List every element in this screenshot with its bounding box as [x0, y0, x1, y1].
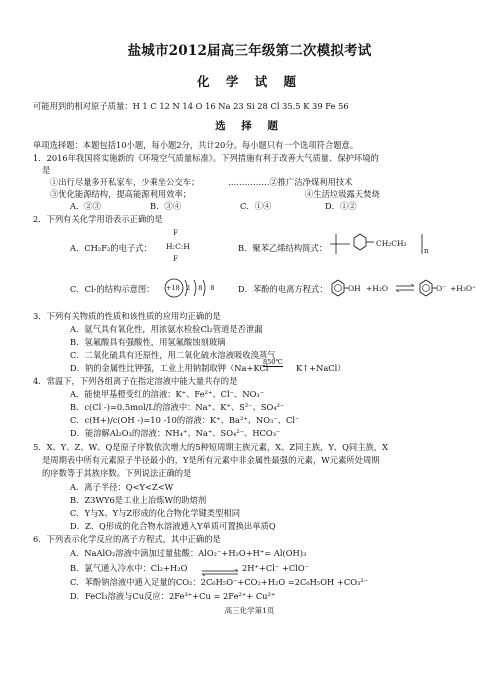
q4-option-a: A．能使甲基橙变红的溶液：K⁺、Fe²⁺、Cl⁻、NO₃⁻ — [70, 389, 265, 399]
atomic-masses: 可能用到的相对原子质量：H 1 C 12 N 14 O 16 Na 23 Si 28 Cl 35.5 K 39 Fe 56 — [33, 101, 349, 111]
q1-option-a: A．②③ — [70, 201, 101, 211]
q1-option-c: C．①④ — [240, 201, 272, 211]
section-heading: 选 择 题 — [215, 120, 284, 132]
q4-option-c: C．c(H+)/c(OH -)=10 -10的溶液：K⁺、Ba²⁺、NO₃⁻、Cl⁻ — [70, 415, 300, 425]
q2-option-b: B．聚苯乙烯结构简式： — [238, 243, 328, 253]
lewis-top-atom: F — [173, 229, 178, 237]
q3-option-c: C．二氧化硫具有还原性，用二氧化硫水溶液吸收溴蒸气 — [70, 350, 276, 360]
q6-option-d: D．FeCl₃溶液与Cu反应：2Fe³⁺+Cu = 2Fe²⁺+ Cu²⁺ — [70, 591, 276, 601]
q6-option-b-tail: 2H⁺+Cl⁻ +ClO⁻ — [242, 563, 309, 573]
electron-shells: 2 8 8 — [186, 284, 218, 292]
q1-option-d: D．①② — [325, 201, 357, 211]
q4-option-b: B．c(Cl -)=0.5mol/L的溶液中：Na⁺、K⁺、S²⁻、SO₄²⁻ — [70, 402, 285, 412]
q5-stem-line1: 5．X、Y、Z、W、Q是原子序数依次增大的5种短周期主族元素，X、Z同主族，Y、Q同主族，X — [33, 442, 388, 452]
q6-option-b: B．氯气通入冷水中：Cl₂+H₂O — [70, 563, 188, 573]
q5-option-b: B．Z3WY6是工业上冶炼W的助熔剂 — [70, 495, 207, 505]
q5-option-a: A．离子半径：Q<Y<Z<W — [70, 482, 174, 492]
q1-option-b: B．③④ — [150, 201, 181, 211]
q6-stem: 6．下列表示化学反应的离子方程式，其中正确的是 — [33, 534, 221, 544]
q6-option-a: A．NaAlO₂溶液中滴加过量盐酸：AlO₂⁻+H₂O+H⁺= Al(OH)₃ — [70, 548, 307, 558]
q6-option-c: C．苯酚钠溶液中通入足量的CO₂：2C₆H₅O⁻+CO₂+H₂O =2C₆H₅OH +CO₃²⁻ — [70, 577, 369, 587]
q5-stem-line2: 是周期表中所有元素原子半径最小的，Y是所有元素中非金属性最强的元素，W元素所处周期 — [42, 455, 380, 465]
q1-item-2: ……………②推广洁净煤利用技术 — [228, 177, 353, 187]
q3-stem: 3．下列有关物质的性质和该性质的应用均正确的是 — [33, 311, 221, 321]
lewis-bottom-atom: F — [173, 255, 178, 263]
q2-option-a: A．CH₂F₂的电子式： — [70, 243, 152, 253]
q1-stem-line2: 是 — [42, 165, 51, 175]
q2-option-c: C．Cl-的结构示意图： — [70, 284, 155, 294]
polymer-group: CH₂CH₂ — [376, 239, 407, 248]
q2-option-d: D．苯酚的电离方程式： — [238, 284, 328, 294]
q3-option-d-tail: K↑+NaCl） — [296, 363, 346, 373]
phenol-oh: OH — [348, 284, 361, 293]
q3-reaction-condition: 850℃ — [263, 358, 283, 366]
q1-item-1: ①出行尽量多开私家车，少乘坐公交车； — [50, 177, 200, 187]
polystyrene-structure — [330, 230, 440, 258]
equilibrium-arrow-icon — [200, 563, 240, 574]
phenol-ionization-equation — [330, 277, 488, 299]
q4-stem: 4．常温下，下列各组离子在指定溶液中能大量共存的是 — [33, 376, 238, 386]
lewis-center-row: H:C:H — [166, 242, 190, 251]
polymer-subscript-n: n — [424, 247, 429, 255]
lewis-structure — [166, 228, 188, 268]
section-instructions: 单项选择题：本题包括10小题，每小题2分，共计20分。每小题只有一个选项符合题意。 — [33, 140, 359, 150]
exam-subject: 化 学 试 题 — [196, 74, 303, 89]
q5-option-c: C．Y与X、Y与Z形成的化合物化学键类型相同 — [70, 508, 241, 518]
q1-stem-line1: 1．2016年我国将实施新的《环境空气质量标准》。下列措施有利于改善大气质量、保护环境的 — [33, 153, 379, 163]
nucleus-charge: +18 — [166, 284, 180, 292]
page-footer: 高三化学第1页 — [224, 606, 275, 615]
q1-item-3: ③优化能源结构，提高能源利用效率； — [50, 189, 192, 199]
exam-title: 盐城市2012届高三年级第二次模拟考试 — [127, 43, 372, 59]
q5-stem-line3: 的序数等于其族序数。下列说法正确的是 — [42, 468, 192, 478]
hydronium-product: +H₃O⁺ — [450, 284, 476, 293]
q1-item-4: ④生活垃圾露天焚烧 — [305, 189, 380, 199]
q3-option-a: A．氨气具有氧化性，用浓氨水检验Cl₂管道是否泄漏 — [70, 324, 263, 334]
chloride-ion-diagram — [163, 276, 218, 300]
q2-stem: 2．下列有关化学用语表示正确的是 — [33, 214, 163, 224]
q3-option-d: D．钠的金属性比钾强，工业上用钠制取钾（Na+KCl — [70, 363, 269, 373]
phenol-plus-water: +H₂O — [366, 284, 388, 293]
phenoxide-o: O⁻ — [436, 284, 447, 293]
q3-option-b: B．氢氟酸具有强酸性，用氢氟酸蚀刻玻璃 — [70, 337, 226, 347]
q4-option-d: D．能溶解Al₂O₃的溶液：NH₄⁺、Na⁺、SO₄²⁻、HCO₃⁻ — [70, 428, 281, 438]
q5-option-d: D．Z、Q形成的化合物水溶液通入Y单质可置换出单质Q — [70, 521, 276, 531]
